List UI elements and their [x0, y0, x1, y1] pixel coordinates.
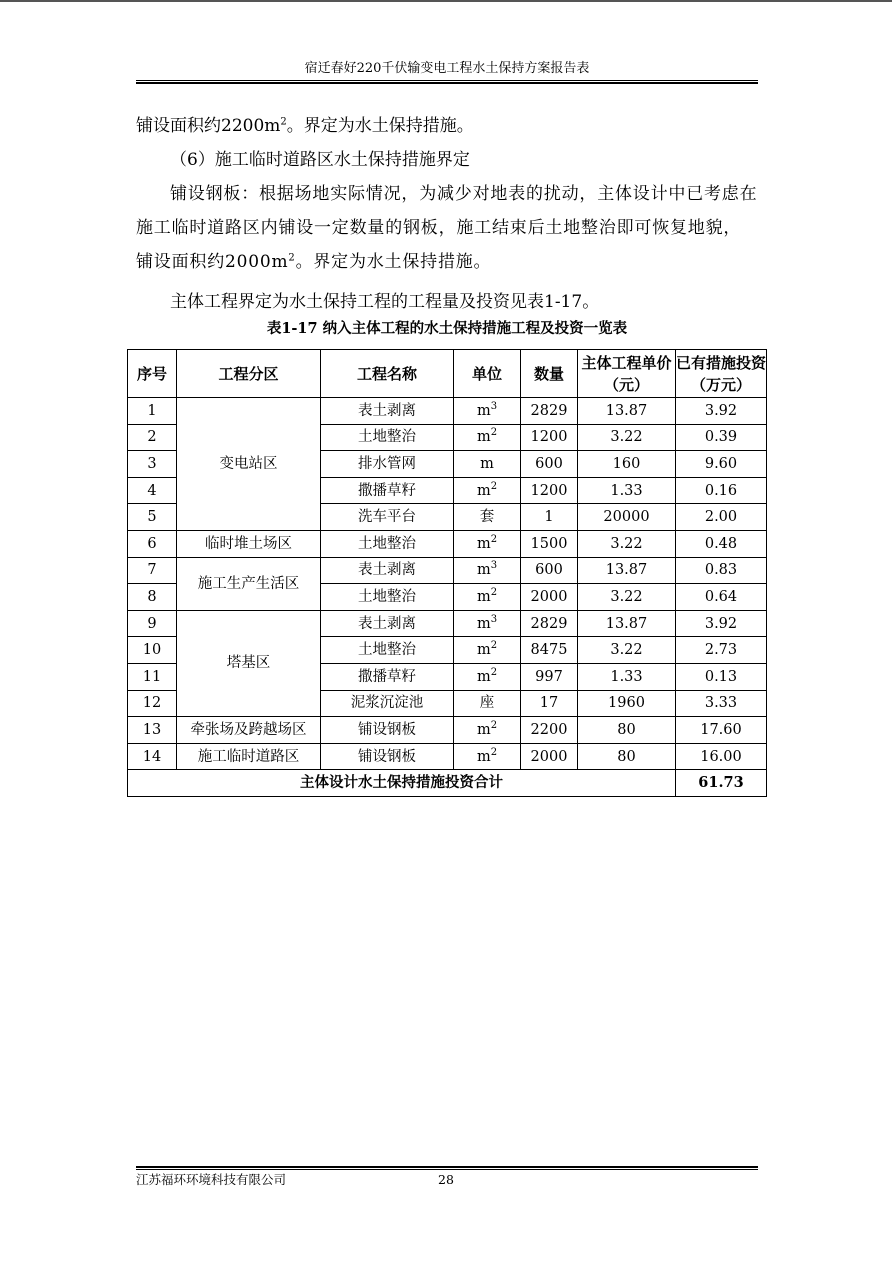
- cell-name: 铺设钢板: [321, 717, 454, 744]
- header-seq: 序号: [128, 350, 177, 398]
- cell-name: 土地整治: [321, 530, 454, 557]
- cell-invest: 2.73: [676, 637, 767, 664]
- cell-price: 1.33: [578, 477, 676, 504]
- cell-price: 1.33: [578, 663, 676, 690]
- cell-unit: [454, 424, 521, 451]
- header-invest: 已有措施投资（万元）: [676, 350, 767, 398]
- cell-zone: 牵张场及跨越场区: [177, 717, 321, 744]
- cell-seq: 8: [128, 584, 177, 611]
- unit-sup: 2: [490, 746, 498, 758]
- cell-unit: [454, 451, 521, 478]
- paragraph-1-after: 。界定为水土保持措施。: [286, 116, 474, 136]
- cell-name: 泥浆沉淀池: [321, 690, 454, 717]
- cell-unit: [454, 398, 521, 425]
- cell-name: 排水管网: [321, 451, 454, 478]
- cell-name: 表土剥离: [321, 557, 454, 584]
- cell-qty: 997: [521, 663, 578, 690]
- cell-name: 表土剥离: [321, 398, 454, 425]
- table-caption: 表1-17 纳入主体工程的水土保持措施工程及投资一览表: [266, 320, 628, 337]
- header-name: 工程名称: [321, 350, 454, 398]
- cell-unit: [454, 637, 521, 664]
- unit-base: m: [476, 615, 491, 632]
- unit-base: m: [476, 748, 491, 765]
- cell-seq: 4: [128, 477, 177, 504]
- cell-seq: 5: [128, 504, 177, 531]
- cell-invest: 3.33: [676, 690, 767, 717]
- cell-unit: [454, 530, 521, 557]
- cell-name: 土地整治: [321, 424, 454, 451]
- footer-company: 江苏福环环境科技有限公司: [136, 1172, 287, 1187]
- cell-seq: 13: [128, 717, 177, 744]
- cell-name: 撒播草籽: [321, 477, 454, 504]
- cell-invest: 9.60: [676, 451, 767, 478]
- cell-price: 13.87: [578, 557, 676, 584]
- cell-invest: 0.39: [676, 424, 767, 451]
- header-unit: 单位: [454, 350, 521, 398]
- top-edge-rule: [0, 0, 892, 2]
- cell-price: 3.22: [578, 424, 676, 451]
- unit-base: m: [476, 535, 491, 552]
- header-rule-thin: [136, 80, 758, 81]
- cell-seq: 6: [128, 530, 177, 557]
- paragraph-1-sup: 2: [280, 116, 287, 128]
- unit-base: m: [476, 482, 491, 499]
- table-row: [128, 530, 767, 557]
- paragraph-3-before: 铺设钢板：根据场地实际情况，为减少对地表的扰动，主体设计中已考虑在施工临时道路区内铺设一定数量的钢板，施工结束后土地整治即可恢复地貌，铺设面积约2000m: [136, 184, 758, 272]
- cell-qty: 2829: [521, 398, 578, 425]
- investment-table: [127, 349, 767, 797]
- cell-qty: 600: [521, 557, 578, 584]
- paragraph-1-before: 铺设面积约2200m: [136, 116, 281, 136]
- cell-qty: 1200: [521, 477, 578, 504]
- total-label: 主体设计水土保持措施投资合计: [128, 770, 676, 797]
- cell-name: 表土剥离: [321, 610, 454, 637]
- paragraph-2-text: （6）施工临时道路区水土保持措施界定: [170, 150, 470, 170]
- table-row: [128, 557, 767, 584]
- cell-invest: 2.00: [676, 504, 767, 531]
- cell-price: 80: [578, 717, 676, 744]
- table-row: [128, 743, 767, 770]
- unit-sup: 3: [490, 613, 498, 625]
- cell-unit: [454, 743, 521, 770]
- cell-name: 土地整治: [321, 584, 454, 611]
- cell-price: 13.87: [578, 610, 676, 637]
- cell-seq: 1: [128, 398, 177, 425]
- cell-seq: 3: [128, 451, 177, 478]
- unit-sup: 2: [490, 587, 498, 599]
- unit-sup: 2: [490, 640, 498, 652]
- cell-unit: [454, 504, 521, 531]
- cell-qty: 1500: [521, 530, 578, 557]
- cell-invest: 0.64: [676, 584, 767, 611]
- cell-zone: 变电站区: [177, 398, 321, 531]
- cell-invest: 3.92: [676, 610, 767, 637]
- cell-unit: [454, 610, 521, 637]
- cell-unit: [454, 717, 521, 744]
- unit-base: 座: [479, 695, 495, 712]
- unit-sup: 2: [490, 480, 498, 492]
- unit-base: m: [476, 668, 491, 685]
- cell-seq: 12: [128, 690, 177, 717]
- unit-sup: 3: [490, 560, 498, 572]
- unit-sup: 2: [490, 533, 498, 545]
- cell-unit: [454, 477, 521, 504]
- cell-price: 80: [578, 743, 676, 770]
- cell-price: 20000: [578, 504, 676, 531]
- cell-price: 3.22: [578, 584, 676, 611]
- paragraph-3: [136, 177, 758, 279]
- cell-qty: 2000: [521, 743, 578, 770]
- cell-seq: 9: [128, 610, 177, 637]
- cell-qty: 2829: [521, 610, 578, 637]
- cell-unit: [454, 584, 521, 611]
- cell-qty: 1: [521, 504, 578, 531]
- cell-zone: 施工临时道路区: [177, 743, 321, 770]
- header-qty: 数量: [521, 350, 578, 398]
- page-header: 宿迁春好220千伏输变电工程水土保持方案报告表: [304, 61, 590, 76]
- footer-rule-thick: [136, 1166, 758, 1168]
- table-total-row: [128, 770, 767, 797]
- cell-name: 铺设钢板: [321, 743, 454, 770]
- cell-unit: [454, 663, 521, 690]
- paragraph-4-text: 主体工程界定为水土保持工程的工程量及投资见表1-17。: [170, 292, 600, 312]
- cell-invest: 16.00: [676, 743, 767, 770]
- unit-base: m: [476, 721, 491, 738]
- cell-unit: [454, 557, 521, 584]
- cell-invest: 17.60: [676, 717, 767, 744]
- table-row: [128, 610, 767, 637]
- page-number: 28: [438, 1172, 454, 1187]
- unit-base: m: [476, 402, 491, 419]
- cell-seq: 2: [128, 424, 177, 451]
- cell-seq: 10: [128, 637, 177, 664]
- cell-qty: 2200: [521, 717, 578, 744]
- table-row: [128, 717, 767, 744]
- cell-zone: 施工生产生活区: [177, 557, 321, 610]
- unit-sup: 2: [490, 666, 498, 678]
- cell-seq: 11: [128, 663, 177, 690]
- paragraph-3-sup: 2: [288, 252, 296, 264]
- total-value: 61.73: [676, 770, 767, 797]
- paragraph-4: [136, 285, 758, 319]
- cell-price: 1960: [578, 690, 676, 717]
- header-price: 主体工程单价（元）: [578, 350, 676, 398]
- cell-price: 3.22: [578, 530, 676, 557]
- cell-name: 撒播草籽: [321, 663, 454, 690]
- paragraph-1: [136, 109, 758, 143]
- cell-invest: 0.48: [676, 530, 767, 557]
- unit-base: m: [476, 642, 491, 659]
- cell-price: 13.87: [578, 398, 676, 425]
- cell-qty: 8475: [521, 637, 578, 664]
- table-body: [128, 398, 767, 797]
- cell-seq: 14: [128, 743, 177, 770]
- cell-qty: 1200: [521, 424, 578, 451]
- cell-invest: 0.16: [676, 477, 767, 504]
- unit-base: 套: [479, 509, 495, 526]
- cell-qty: 17: [521, 690, 578, 717]
- unit-base: m: [480, 455, 494, 472]
- cell-qty: 600: [521, 451, 578, 478]
- cell-invest: 3.92: [676, 398, 767, 425]
- cell-unit: [454, 690, 521, 717]
- unit-sup: 2: [490, 720, 498, 732]
- cell-name: 土地整治: [321, 637, 454, 664]
- footer-rule-thin: [136, 1169, 758, 1170]
- table-row: [128, 398, 767, 425]
- header-zone: 工程分区: [177, 350, 321, 398]
- unit-base: m: [476, 588, 491, 605]
- unit-base: m: [476, 562, 491, 579]
- cell-name: 洗车平台: [321, 504, 454, 531]
- cell-seq: 7: [128, 557, 177, 584]
- cell-zone: 塔基区: [177, 610, 321, 716]
- unit-sup: 2: [490, 427, 498, 439]
- unit-sup: 3: [490, 400, 498, 412]
- cell-price: 3.22: [578, 637, 676, 664]
- paragraph-3-after: 。界定为水土保持措施。: [295, 252, 492, 272]
- table-header-row: [128, 350, 767, 398]
- cell-zone: 临时堆土场区: [177, 530, 321, 557]
- header-rule-thick: [136, 82, 758, 84]
- cell-invest: 0.13: [676, 663, 767, 690]
- unit-base: m: [476, 429, 491, 446]
- cell-qty: 2000: [521, 584, 578, 611]
- cell-invest: 0.83: [676, 557, 767, 584]
- paragraph-2: [136, 143, 758, 177]
- cell-price: 160: [578, 451, 676, 478]
